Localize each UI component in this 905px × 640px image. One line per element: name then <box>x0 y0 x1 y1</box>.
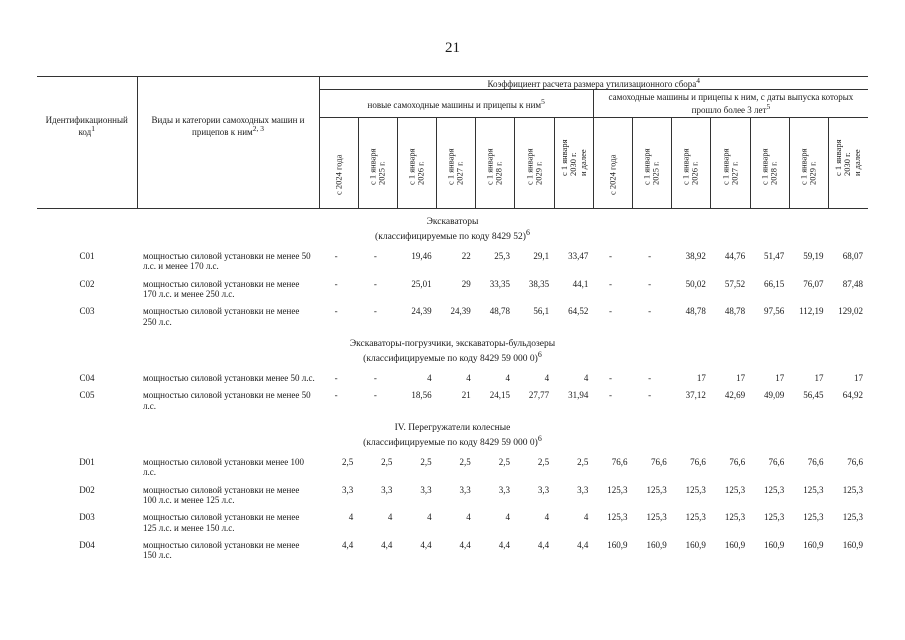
coefficient-cell: 125,3 <box>646 484 667 495</box>
coefficient-cell: 44,1 <box>572 278 589 289</box>
coefficient-cell: - <box>608 390 612 401</box>
row-code: D01 <box>79 456 95 467</box>
coefficient-cell: 160,9 <box>607 540 628 550</box>
coefficient-cell: 51,47 <box>764 250 785 261</box>
coefficient-cell: 76,6 <box>847 456 863 467</box>
row-category: мощностью силовой установки не менее 250 л.с. <box>143 306 300 327</box>
section-header-row <box>37 415 868 454</box>
coefficient-cell: 4 <box>544 512 550 523</box>
coefficient-cell: 59,19 <box>803 250 824 261</box>
table-row <box>37 537 868 565</box>
coefficient-cell: 76,6 <box>729 456 746 467</box>
coefficient-cell: 42,69 <box>724 390 746 401</box>
period-column-header <box>397 118 436 209</box>
row-category: мощностью силовой установки не менее 50 л.с. и менее 170 л.с. <box>143 250 311 272</box>
section-title-text: Экскаваторы-погрузчики, экскаваторы-бульдозеры <box>349 339 556 350</box>
coefficient-cell: 4 <box>505 512 510 523</box>
coefficient-cell: - <box>373 306 377 317</box>
section-title-text: Экскаваторы <box>426 217 479 228</box>
coefficient-cell: 76,6 <box>611 456 628 467</box>
coefficient-cell: 2,5 <box>420 456 432 467</box>
period-label: с 1 января 2028 г. <box>485 148 505 186</box>
coefficient-cell: 160,9 <box>685 540 706 550</box>
table-row <box>37 276 868 304</box>
coefficient-cell: 4,4 <box>537 540 550 550</box>
coefficient-cell: 4 <box>544 372 550 383</box>
period-label: с 1 января 2026 г. <box>680 148 701 186</box>
row-code: C02 <box>79 278 95 289</box>
coefficient-cell: 125,3 <box>803 484 824 495</box>
period-label: с 1 января 2027 г. <box>445 148 466 186</box>
new-machines-header: новые самоходные машины и прицепы к ним$^5$ <box>319 90 593 118</box>
coefficient-cell: 4,4 <box>577 540 589 550</box>
period-label: с 1 января 2025 г. <box>641 148 662 186</box>
utilization-fee-table <box>37 76 868 565</box>
coefficient-cell: 3,3 <box>381 484 393 495</box>
coefficient-cell: 17 <box>775 372 785 383</box>
coefficient-cell: 49,09 <box>764 390 785 401</box>
coefficient-cell: 76,6 <box>690 456 706 467</box>
coefficient-cell: 160,9 <box>724 540 746 550</box>
coefficient-cell: 125,3 <box>764 512 785 523</box>
period-label: с 1 января 2028 г. <box>759 148 779 186</box>
row-category: мощностью силовой установки не менее 125 л.с. и менее 150 л.с. <box>143 512 300 533</box>
coefficient-cell: 112,19 <box>799 306 824 317</box>
coefficient-cell: 4,4 <box>341 540 354 550</box>
coefficient-cell: 125,3 <box>724 484 746 495</box>
coefficient-cell: 37,12 <box>685 390 706 401</box>
coefficient-cell: 125,3 <box>724 512 746 523</box>
coefficient-cell: 25,3 <box>494 250 510 261</box>
coefficient-cell: 2,5 <box>537 456 550 467</box>
code-column-header: Идентификационный код$^1$ <box>37 77 137 209</box>
coefficient-cell: - <box>334 278 338 289</box>
coefficient-cell: 25,01 <box>411 278 432 289</box>
coefficient-cell: - <box>373 390 377 401</box>
coefficient-cell: 24,39 <box>411 306 432 317</box>
period-column-header <box>437 118 476 209</box>
period-label: с 1 января 2025 г. <box>367 148 387 186</box>
coefficient-cell: - <box>648 278 652 289</box>
row-code: C01 <box>79 250 95 261</box>
coefficient-cell: 76,6 <box>768 456 785 467</box>
coefficient-cell: - <box>373 250 377 261</box>
coefficient-cell: 50,02 <box>685 278 706 289</box>
table-row <box>37 248 868 276</box>
period-column-header <box>789 118 828 209</box>
section-subtitle: (классифицируемые по коду 8429 59 000 0)$^6$ <box>363 350 542 365</box>
coefficient-cell: 125,3 <box>685 484 706 495</box>
coefficient-cell: 33,47 <box>568 250 589 261</box>
section-title <box>37 415 868 454</box>
period-label: с 1 января 2029 г. <box>524 148 544 186</box>
row-code: D02 <box>79 484 95 495</box>
coefficient-cell: 76,07 <box>803 278 824 289</box>
coefficient-cell: - <box>373 372 377 383</box>
row-category: мощностью силовой установки менее 100 л.с. <box>143 456 305 478</box>
coefficient-cell: - <box>608 278 612 289</box>
coefficient-cell: 17 <box>814 372 824 383</box>
coefficient-cell: 2,5 <box>577 456 589 467</box>
coefficient-cell: 27,77 <box>528 390 550 401</box>
coefficient-cell: 44,76 <box>724 250 746 261</box>
coefficient-cell: 160,9 <box>842 540 863 550</box>
coefficient-cell: 4 <box>583 512 589 523</box>
period-column-header <box>476 118 515 209</box>
coefficient-cell: 87,48 <box>842 278 863 289</box>
coefficient-cell: 125,3 <box>607 484 628 495</box>
coefficient-cell: 3,3 <box>420 484 432 495</box>
coefficient-cell: 21 <box>461 390 471 401</box>
section-header-row <box>37 331 868 370</box>
coefficient-cell: 29 <box>461 278 471 289</box>
coefficient-cell: 3,3 <box>459 484 471 495</box>
coefficient-cell: 68,07 <box>842 250 863 261</box>
period-column-header <box>554 118 593 209</box>
coefficient-cell: 3,3 <box>498 484 510 495</box>
section-subtitle: (классифицируемые по коду 8429 59 000 0)$^6$ <box>363 434 542 449</box>
coefficient-cell: 17 <box>736 372 746 383</box>
coefficient-cell: - <box>334 250 338 261</box>
coefficient-cell: 38,92 <box>685 250 706 261</box>
table-row <box>37 370 868 387</box>
coefficient-cell: 2,5 <box>381 456 393 467</box>
period-column-header <box>828 118 868 209</box>
row-category: мощностью силовой установки не менее 50 л.с. <box>143 390 311 411</box>
coefficient-cell: - <box>608 250 612 261</box>
coefficient-cell: 64,92 <box>842 390 863 401</box>
period-column-header <box>750 118 789 209</box>
period-column-header <box>633 118 672 209</box>
coefficient-cell: 22 <box>461 250 471 261</box>
coefficient-cell: 125,3 <box>764 484 785 495</box>
table-row <box>37 303 868 331</box>
period-label: с 2024 года <box>332 154 343 195</box>
coefficient-cell: 4,4 <box>498 540 510 550</box>
coefficient-cell: 4 <box>387 512 393 523</box>
coefficient-cell: 19,46 <box>411 250 432 261</box>
section-subtitle: (классифицируемые по коду 8429 52)$^6$ <box>375 228 530 243</box>
period-label: с 1 января 2026 г. <box>406 148 427 186</box>
coefficient-cell: 4 <box>466 512 471 523</box>
coefficient-cell: 31,94 <box>568 390 589 401</box>
period-column-header <box>319 118 358 209</box>
coefficient-cell: 56,45 <box>803 390 824 401</box>
period-column-header <box>515 118 554 209</box>
coefficient-cell: 48,78 <box>724 306 746 317</box>
coefficient-cell: 4,4 <box>381 540 393 550</box>
coefficient-cell: 3,3 <box>537 484 550 495</box>
row-code: C03 <box>79 306 95 317</box>
coefficient-cell: - <box>334 372 338 383</box>
coefficient-cell: - <box>648 306 652 317</box>
period-label: с 1 января 2030 г. и далее <box>833 139 863 176</box>
coefficient-cell: 4 <box>348 512 354 523</box>
coefficient-cell: 4,4 <box>459 540 471 550</box>
coefficient-cell: 4 <box>583 372 589 383</box>
coefficient-cell: 76,6 <box>807 456 824 467</box>
coefficient-cell: 24,15 <box>489 390 510 401</box>
coefficient-cell: 4 <box>427 372 432 383</box>
coefficient-cell: 129,02 <box>838 306 863 317</box>
table-row <box>37 387 868 415</box>
row-category: мощностью силовой установки не менее 100 л.с. и менее 125 л.с. <box>143 484 300 505</box>
period-label: с 1 января 2029 г. <box>798 148 818 186</box>
coefficient-cell: 125,3 <box>685 512 706 523</box>
coefficient-cell: - <box>648 372 652 383</box>
period-label: с 1 января 2030 г. и далее <box>558 139 588 176</box>
coefficient-cell: 24,39 <box>450 306 471 317</box>
period-column-header <box>593 118 632 209</box>
category-column-header: Виды и категории самоходных машин и прицепов к ним$^{2, 3}$ <box>137 77 319 209</box>
coefficient-cell: 125,3 <box>607 512 628 523</box>
coefficient-cell: 38,35 <box>528 278 550 289</box>
coefficient-cell: 64,52 <box>568 306 589 317</box>
row-code: D04 <box>79 540 95 550</box>
coefficient-cell: 125,3 <box>646 512 667 523</box>
coefficient-cell: 4,4 <box>420 540 432 550</box>
table-row <box>37 509 868 537</box>
coefficient-cell: - <box>334 390 338 401</box>
coefficient-cell: 4 <box>505 372 510 383</box>
coefficient-cell: 17 <box>696 372 706 383</box>
coefficient-cell: - <box>648 390 652 401</box>
coefficient-cell: 48,78 <box>489 306 510 317</box>
old-machines-header: самоходные машины и прицепы к ним, с даты выпуска которых прошло более 3 лет$^5$ <box>593 90 868 118</box>
section-title <box>37 209 868 248</box>
coefficient-cell: - <box>608 372 612 383</box>
coefficient-cell: 29,1 <box>533 250 550 261</box>
coefficient-cell: 125,3 <box>842 484 863 495</box>
coefficient-cell: 18,56 <box>411 390 432 401</box>
coefficient-cell: - <box>648 250 652 261</box>
coefficient-cell: 125,3 <box>803 512 824 523</box>
coefficient-cell: 56,1 <box>533 306 550 317</box>
section-title <box>37 331 868 370</box>
coefficient-cell: - <box>373 278 377 289</box>
page-number: 21 <box>445 40 460 56</box>
coefficient-cell: - <box>334 306 338 317</box>
coefficient-cell: 4 <box>466 372 471 383</box>
row-category: мощностью силовой установки менее 50 л.с. <box>143 372 315 383</box>
coefficient-cell: 4 <box>427 512 432 523</box>
period-label: с 2024 года <box>607 154 618 195</box>
coefficient-cell: 160,9 <box>764 540 785 550</box>
table-row <box>37 482 868 510</box>
coefficient-cell: 17 <box>854 372 863 383</box>
row-code: C04 <box>79 372 95 383</box>
coefficient-cell: 66,15 <box>764 278 785 289</box>
row-code: C05 <box>79 390 95 401</box>
coefficient-cell: 2,5 <box>341 456 354 467</box>
period-column-header <box>672 118 711 209</box>
period-column-header <box>358 118 397 209</box>
coefficient-cell: 2,5 <box>498 456 510 467</box>
row-category: мощностью силовой установки не менее 170 л.с. и менее 250 л.с. <box>143 278 300 299</box>
coefficient-cell: - <box>608 306 612 317</box>
coefficient-cell: 2,5 <box>459 456 471 467</box>
table-row <box>37 454 868 482</box>
row-code: D03 <box>79 512 95 523</box>
row-category: мощностью силовой установки не менее 150 л.с. <box>143 540 300 561</box>
coefficient-cell: 76,6 <box>650 456 667 467</box>
coefficient-cell: 125,3 <box>842 512 863 523</box>
coefficient-cell: 48,78 <box>685 306 706 317</box>
section-title-text: IV. Перегружатели колесные <box>394 423 511 433</box>
section-header-row <box>37 209 868 248</box>
coefficient-header: Коэффициент расчета размера утилизационного сбора$^4$ <box>319 77 868 90</box>
coefficient-cell: 160,9 <box>646 540 667 550</box>
coefficient-cell: 57,52 <box>724 278 746 289</box>
coefficient-cell: 33,35 <box>489 278 510 289</box>
coefficient-cell: 97,56 <box>764 306 785 317</box>
coefficient-cell: 160,9 <box>803 540 824 550</box>
period-column-header <box>711 118 750 209</box>
period-label: с 1 января 2027 г. <box>720 148 740 186</box>
coefficient-cell: 3,3 <box>577 484 589 495</box>
coefficient-cell: 3,3 <box>341 484 354 495</box>
